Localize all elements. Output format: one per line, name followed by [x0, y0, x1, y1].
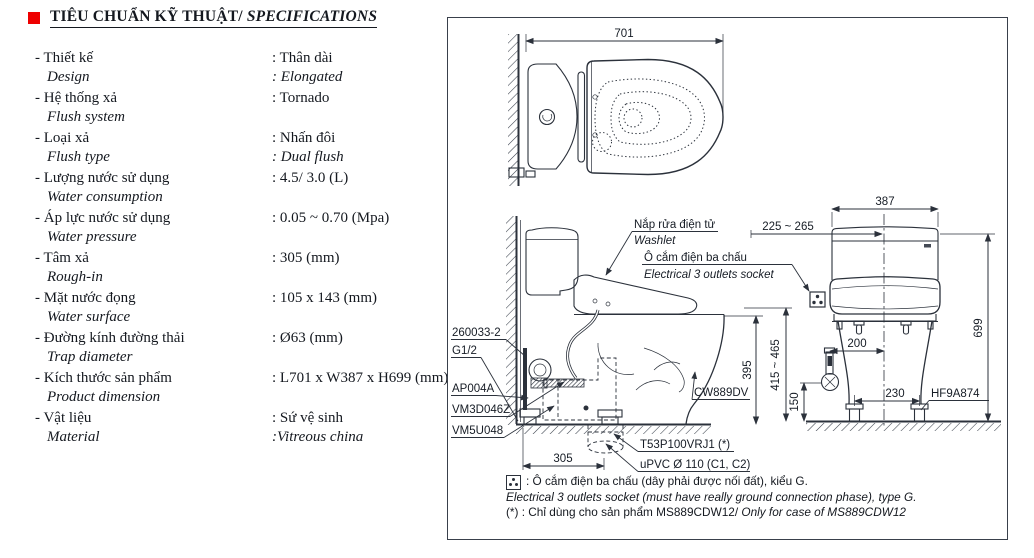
washlet-label-en: Washlet	[634, 235, 676, 247]
part-cw889dv-label: CW889DV	[694, 387, 749, 399]
dim-230-label: 230	[885, 388, 905, 400]
dim-200-label: 200	[847, 338, 867, 350]
socket-label-en: Electrical 3 outlets socket	[644, 269, 774, 281]
drawing-panel	[447, 17, 1008, 540]
spec-label-vi: - Kích thước sản phẩm	[35, 370, 172, 386]
part-260033-label: 260033-2	[452, 327, 501, 339]
note-star-vi: (*) : Chỉ dùng cho sản phẩm MS889CDW12/	[506, 505, 739, 519]
spec-row-water-surface	[35, 289, 440, 329]
dim-150-label: 150	[789, 392, 801, 412]
spec-label-en: Material	[47, 428, 100, 445]
spec-value-en: : Elongated	[272, 68, 343, 85]
spec-label-vi: - Thiết kế	[35, 50, 94, 66]
note-socket-en: Electrical 3 outlets socket (must have really ground connection phase), type G.	[506, 489, 917, 504]
spec-label-vi: - Áp lực nước sử dụng	[35, 210, 171, 226]
spec-value-vi: : 4.5/ 3.0 (L)	[272, 170, 349, 186]
dim-387-label: 387	[875, 196, 895, 208]
spec-value-vi: : Ø63 (mm)	[272, 330, 343, 346]
spec-label-vi: - Tâm xả	[35, 250, 89, 266]
spec-label-en: Flush type	[47, 148, 110, 165]
dim-701-label: 701	[614, 28, 634, 40]
spec-label-en: Rough-in	[47, 268, 103, 285]
note-socket	[506, 474, 976, 490]
part-t53p100vrj1-label: T53P100VRJ1 (*)	[640, 439, 731, 451]
spec-label-vi: - Hệ thống xả	[35, 90, 118, 106]
spec-list	[35, 49, 449, 449]
spec-value-en: : Dual flush	[272, 148, 344, 165]
socket-icon	[810, 292, 825, 307]
spec-label-en: Water surface	[47, 308, 131, 325]
section-header	[28, 8, 377, 28]
dim-395-label: 395	[742, 360, 754, 380]
spec-row-water-pressure	[35, 209, 440, 249]
spec-label-vi: - Vật liệu	[35, 410, 92, 426]
spec-value-vi: : Thân dài	[272, 50, 333, 66]
page-title	[50, 8, 377, 28]
side-view-drawing	[451, 216, 825, 472]
spec-label-en: Design	[47, 68, 90, 85]
page-title-en: SPECIFICATIONS	[246, 8, 378, 25]
spec-row-material	[35, 409, 440, 449]
dim-305-label: 305	[553, 453, 573, 465]
note-socket-vi: : Ô cắm điện ba chấu (dây phải được nối đất), kiểu G.	[526, 474, 808, 488]
spec-value-vi: : Nhấn đôi	[272, 130, 336, 146]
spec-label-en: Trap diameter	[47, 348, 133, 365]
spec-value-vi: : 0.05 ~ 0.70 (Mpa)	[272, 210, 390, 226]
part-ap004a-label: AP004A	[452, 383, 495, 395]
spec-value-en: :Vitreous china	[272, 428, 364, 445]
spec-value-vi: : Tornado	[272, 90, 330, 106]
note-star	[506, 505, 976, 521]
spec-label-vi: - Loại xả	[35, 130, 90, 146]
dim-415-465-label: 415 ~ 465	[770, 339, 782, 391]
spec-label-en: Water consumption	[47, 188, 163, 205]
dim-225-265-label: 225 ~ 265	[762, 221, 814, 233]
note-star-en: Only for case of MS889CDW12	[738, 505, 906, 519]
spec-value-vi: : 305 (mm)	[272, 250, 340, 266]
spec-label-vi: - Đường kính đường thải	[35, 330, 185, 346]
dim-699-label: 699	[973, 318, 985, 338]
spec-value-vi: : 105 x 143 (mm)	[272, 290, 377, 306]
spec-label-en: Water pressure	[47, 228, 137, 245]
drawing-notes	[506, 474, 976, 521]
spec-label-en: Product dimension	[47, 388, 161, 405]
spec-row-rough-in	[35, 249, 440, 289]
part-vm5u048-label: VM5U048	[452, 425, 504, 437]
spec-row-water-consumption	[35, 169, 440, 209]
spec-value-vi: : L701 x W387 x H699 (mm)	[272, 370, 449, 386]
part-g12-label: G1/2	[452, 345, 477, 357]
top-view-drawing	[508, 28, 723, 186]
front-view-drawing	[744, 196, 1001, 431]
socket-legend-icon	[506, 475, 521, 490]
technical-drawing	[448, 18, 1006, 538]
part-hf9a874-label: HF9A874	[931, 388, 980, 400]
spec-row-trap-diameter	[35, 329, 440, 369]
spec-label-vi: - Lượng nước sử dụng	[35, 170, 170, 186]
page-title-vi: TIÊU CHUẨN KỸ THUẬT/	[50, 8, 247, 25]
spec-row-design	[35, 49, 440, 89]
spec-row-flush-system	[35, 89, 440, 129]
spec-label-vi: - Mặt nước đọng	[35, 290, 136, 306]
washlet-label-vi: Nắp rửa điện tử	[634, 219, 716, 231]
socket-label-vi: Ô cắm điện ba chấu	[644, 252, 747, 264]
red-square-bullet-icon	[28, 12, 40, 24]
part-vm3d046z-label: VM3D046Z	[452, 404, 511, 416]
spec-label-en: Flush system	[47, 108, 125, 125]
spec-row-product-dimension	[35, 369, 449, 409]
spec-row-flush-type	[35, 129, 440, 169]
part-upvc-label: uPVC Ø 110 (C1, C2)	[640, 459, 751, 471]
spec-value-vi: : Sứ vệ sinh	[272, 410, 344, 426]
